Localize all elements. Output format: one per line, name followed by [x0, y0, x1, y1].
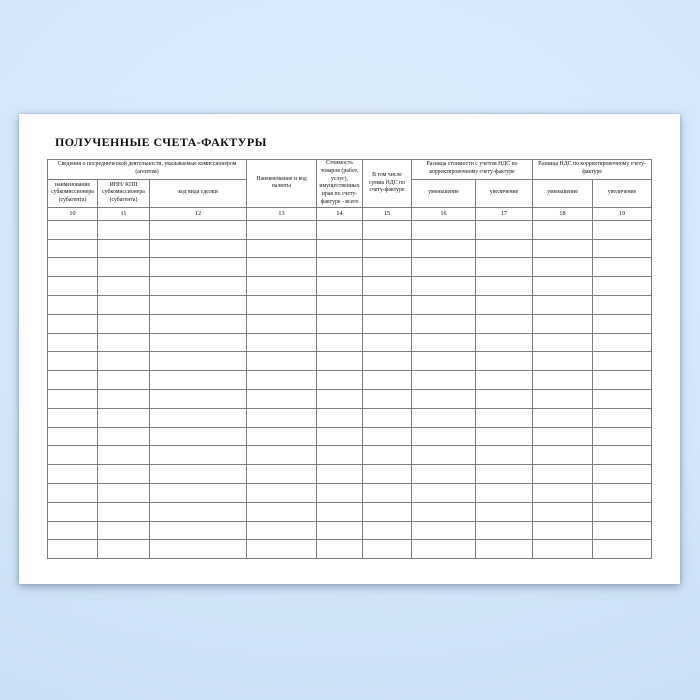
col-header-subcommissioner-inn-kpp: ИНН/ КПП субкомиссионера (субагента) — [98, 179, 150, 207]
empty-cell — [98, 333, 150, 352]
page-title: ПОЛУЧЕННЫЕ СЧЕТА-ФАКТУРЫ — [55, 135, 267, 149]
empty-cell — [412, 427, 476, 446]
column-number: 19 — [593, 207, 652, 220]
empty-cell — [48, 371, 98, 390]
empty-cell — [593, 258, 652, 277]
table-row — [48, 484, 652, 503]
empty-cell — [247, 258, 317, 277]
empty-cell — [533, 314, 593, 333]
empty-cell — [363, 371, 412, 390]
empty-cell — [363, 521, 412, 540]
empty-cell — [48, 465, 98, 484]
col-header-vat-decrease: уменьшение — [533, 179, 593, 207]
empty-cell — [247, 502, 317, 521]
empty-cell — [150, 239, 247, 258]
empty-cell — [48, 446, 98, 465]
empty-cell — [476, 258, 533, 277]
empty-cell — [48, 314, 98, 333]
empty-cell — [533, 352, 593, 371]
empty-cell — [98, 408, 150, 427]
empty-cell — [247, 521, 317, 540]
empty-cell — [412, 352, 476, 371]
empty-cell — [150, 333, 247, 352]
column-number: 10 — [48, 207, 98, 220]
table-row — [48, 277, 652, 296]
empty-cell — [476, 239, 533, 258]
empty-cell — [476, 314, 533, 333]
empty-cell — [476, 521, 533, 540]
empty-cell — [412, 258, 476, 277]
table-row — [48, 465, 652, 484]
column-number: 15 — [363, 207, 412, 220]
empty-cell — [150, 296, 247, 315]
empty-cell — [317, 390, 363, 409]
empty-cell — [593, 352, 652, 371]
empty-cell — [317, 465, 363, 484]
empty-cell — [48, 521, 98, 540]
empty-cell — [48, 502, 98, 521]
empty-cell — [150, 258, 247, 277]
empty-cell — [150, 521, 247, 540]
empty-cell — [533, 296, 593, 315]
empty-cell — [363, 314, 412, 333]
empty-cell — [150, 484, 247, 503]
col-header-cost-decrease: уменьшение — [412, 179, 476, 207]
empty-cell — [412, 540, 476, 559]
empty-cell — [593, 446, 652, 465]
empty-cell — [48, 352, 98, 371]
empty-cell — [476, 465, 533, 484]
empty-cell — [98, 352, 150, 371]
empty-cell — [476, 333, 533, 352]
empty-cell — [476, 446, 533, 465]
empty-cell — [247, 371, 317, 390]
table-row — [48, 296, 652, 315]
column-number: 14 — [317, 207, 363, 220]
empty-cell — [317, 333, 363, 352]
empty-cell — [247, 408, 317, 427]
empty-cell — [363, 277, 412, 296]
empty-cell — [150, 408, 247, 427]
table-row — [48, 314, 652, 333]
empty-cell — [247, 390, 317, 409]
table-row — [48, 258, 652, 277]
empty-cell — [363, 427, 412, 446]
table-row — [48, 333, 652, 352]
table-row — [48, 502, 652, 521]
empty-cell — [48, 484, 98, 503]
empty-cell — [98, 314, 150, 333]
empty-cell — [247, 314, 317, 333]
empty-cell — [593, 427, 652, 446]
group-header-intermediary-info: Сведения о посреднической деятельности, указываемые комиссионером (агентом) — [48, 160, 247, 180]
empty-cell — [48, 427, 98, 446]
empty-cell — [363, 465, 412, 484]
empty-cell — [363, 502, 412, 521]
empty-cell — [593, 540, 652, 559]
empty-cell — [98, 296, 150, 315]
empty-cell — [150, 427, 247, 446]
empty-cell — [48, 540, 98, 559]
table-row — [48, 408, 652, 427]
empty-cell — [533, 484, 593, 503]
empty-cell — [98, 521, 150, 540]
empty-cell — [412, 371, 476, 390]
empty-cell — [412, 465, 476, 484]
col-header-vat-increase: увеличение — [593, 179, 652, 207]
group-header-vat-difference: Разница НДС по корректировочному счету-фактуре — [533, 160, 652, 180]
empty-cell — [363, 540, 412, 559]
empty-cell — [533, 371, 593, 390]
empty-cell — [48, 258, 98, 277]
col-header-goods-cost-total: Стоимость товаров (работ, услуг), имущественных прав по счету-фактуре - всего — [317, 160, 363, 208]
empty-cell — [150, 371, 247, 390]
empty-cell — [476, 220, 533, 239]
table-row — [48, 352, 652, 371]
empty-cell — [247, 465, 317, 484]
empty-cell — [363, 390, 412, 409]
table-header — [48, 160, 652, 221]
empty-cell — [98, 220, 150, 239]
empty-cell — [317, 484, 363, 503]
column-number: 18 — [533, 207, 593, 220]
column-number: 17 — [476, 207, 533, 220]
empty-cell — [317, 352, 363, 371]
empty-cell — [476, 277, 533, 296]
empty-cell — [247, 352, 317, 371]
empty-cell — [48, 390, 98, 409]
empty-cell — [317, 540, 363, 559]
empty-cell — [98, 465, 150, 484]
empty-cell — [48, 333, 98, 352]
empty-cell — [98, 371, 150, 390]
empty-cell — [412, 484, 476, 503]
table-row — [48, 239, 652, 258]
empty-cell — [247, 333, 317, 352]
empty-cell — [317, 296, 363, 315]
empty-cell — [533, 277, 593, 296]
empty-cell — [593, 521, 652, 540]
invoice-table-body — [48, 220, 652, 558]
received-invoices-table — [47, 159, 652, 559]
col-header-currency: Наименование и код валюты — [247, 160, 317, 208]
empty-cell — [247, 446, 317, 465]
empty-cell — [317, 220, 363, 239]
empty-cell — [412, 408, 476, 427]
col-header-deal-type-code: код вида сделки — [150, 179, 247, 207]
empty-cell — [98, 502, 150, 521]
empty-cell — [476, 371, 533, 390]
empty-cell — [533, 502, 593, 521]
empty-cell — [98, 390, 150, 409]
empty-cell — [98, 484, 150, 503]
document-page — [19, 114, 680, 584]
empty-cell — [412, 502, 476, 521]
empty-cell — [593, 239, 652, 258]
empty-cell — [317, 258, 363, 277]
empty-cell — [150, 502, 247, 521]
empty-cell — [593, 314, 652, 333]
empty-cell — [247, 427, 317, 446]
empty-cell — [48, 296, 98, 315]
empty-cell — [533, 220, 593, 239]
empty-cell — [317, 427, 363, 446]
empty-cell — [533, 258, 593, 277]
empty-cell — [317, 446, 363, 465]
empty-cell — [533, 446, 593, 465]
empty-cell — [150, 465, 247, 484]
empty-cell — [476, 427, 533, 446]
empty-cell — [150, 314, 247, 333]
empty-cell — [317, 239, 363, 258]
empty-cell — [533, 333, 593, 352]
empty-cell — [317, 314, 363, 333]
table-row — [48, 540, 652, 559]
empty-cell — [533, 239, 593, 258]
empty-cell — [150, 540, 247, 559]
empty-cell — [593, 465, 652, 484]
table-row — [48, 220, 652, 239]
empty-cell — [98, 427, 150, 446]
empty-cell — [247, 484, 317, 503]
empty-cell — [593, 333, 652, 352]
empty-cell — [593, 408, 652, 427]
empty-cell — [533, 390, 593, 409]
column-number: 16 — [412, 207, 476, 220]
empty-cell — [150, 390, 247, 409]
empty-cell — [150, 352, 247, 371]
empty-cell — [476, 502, 533, 521]
empty-cell — [593, 484, 652, 503]
empty-cell — [476, 352, 533, 371]
empty-cell — [98, 277, 150, 296]
empty-cell — [412, 296, 476, 315]
empty-cell — [412, 239, 476, 258]
empty-cell — [412, 446, 476, 465]
empty-cell — [247, 239, 317, 258]
empty-cell — [317, 371, 363, 390]
empty-cell — [98, 540, 150, 559]
empty-cell — [412, 521, 476, 540]
empty-cell — [317, 521, 363, 540]
empty-cell — [412, 333, 476, 352]
empty-cell — [363, 333, 412, 352]
empty-cell — [98, 446, 150, 465]
empty-cell — [476, 484, 533, 503]
empty-cell — [363, 446, 412, 465]
empty-cell — [533, 465, 593, 484]
empty-cell — [317, 502, 363, 521]
empty-cell — [476, 408, 533, 427]
empty-cell — [593, 220, 652, 239]
empty-cell — [48, 408, 98, 427]
empty-cell — [150, 446, 247, 465]
column-number: 11 — [98, 207, 150, 220]
table-row — [48, 446, 652, 465]
empty-cell — [317, 408, 363, 427]
empty-cell — [363, 258, 412, 277]
empty-cell — [48, 277, 98, 296]
empty-cell — [476, 540, 533, 559]
table-row — [48, 371, 652, 390]
empty-cell — [363, 352, 412, 371]
empty-cell — [533, 408, 593, 427]
empty-cell — [476, 390, 533, 409]
empty-cell — [247, 296, 317, 315]
table-row — [48, 427, 652, 446]
empty-cell — [593, 502, 652, 521]
group-header-cost-difference: Разница стоимости с учетом НДС по корректировочному счету-фактуре — [412, 160, 533, 180]
empty-cell — [412, 390, 476, 409]
empty-cell — [593, 296, 652, 315]
empty-cell — [363, 239, 412, 258]
empty-cell — [412, 220, 476, 239]
empty-cell — [363, 296, 412, 315]
column-number: 13 — [247, 207, 317, 220]
table-row — [48, 390, 652, 409]
empty-cell — [412, 277, 476, 296]
col-header-subcommissioner-name: наименование субкомиссионера (субагента) — [48, 179, 98, 207]
empty-cell — [533, 540, 593, 559]
empty-cell — [363, 408, 412, 427]
empty-cell — [247, 277, 317, 296]
empty-cell — [98, 239, 150, 258]
column-numbers-row — [48, 207, 652, 220]
empty-cell — [593, 371, 652, 390]
empty-cell — [363, 484, 412, 503]
col-header-vat-sum: В том числе сумма НДС по счету-фактуре — [363, 160, 412, 208]
empty-cell — [593, 390, 652, 409]
empty-cell — [533, 521, 593, 540]
empty-cell — [150, 277, 247, 296]
empty-cell — [48, 220, 98, 239]
col-header-cost-increase: увеличение — [476, 179, 533, 207]
empty-cell — [150, 220, 247, 239]
empty-cell — [593, 277, 652, 296]
empty-cell — [533, 427, 593, 446]
empty-cell — [363, 220, 412, 239]
empty-cell — [247, 540, 317, 559]
column-number: 12 — [150, 207, 247, 220]
empty-cell — [98, 258, 150, 277]
empty-cell — [247, 220, 317, 239]
empty-cell — [412, 314, 476, 333]
empty-cell — [476, 296, 533, 315]
table-row — [48, 521, 652, 540]
empty-cell — [317, 277, 363, 296]
empty-cell — [48, 239, 98, 258]
